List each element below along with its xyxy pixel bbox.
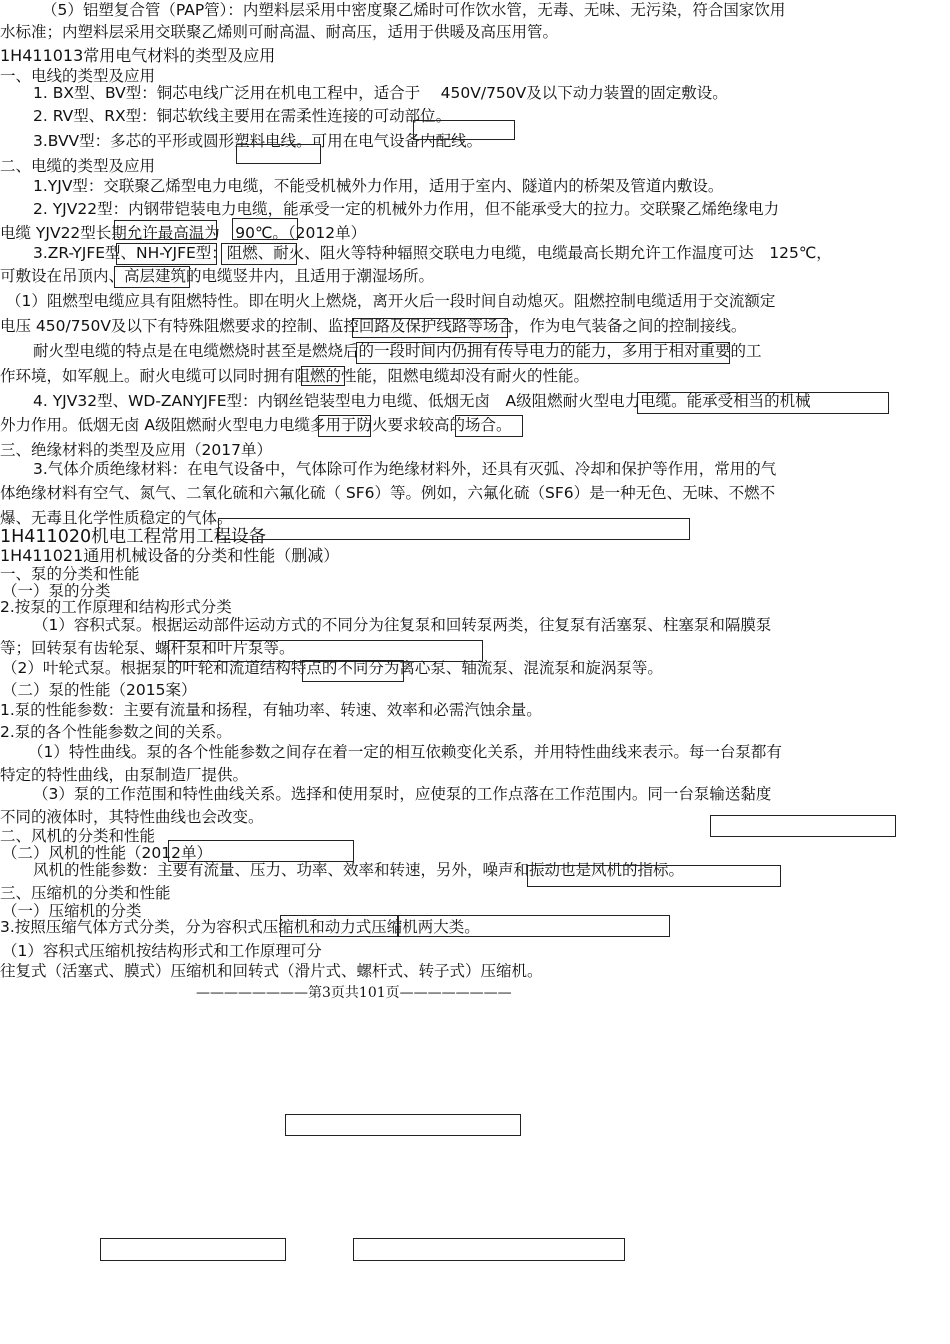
- frame-box: [116, 243, 217, 265]
- text-line: 不同的液体时，其特性曲线也会改变。: [0, 808, 264, 826]
- text-line: 往复式（活塞式、膜式）压缩机和回转式（滑片式、螺杆式、转子式）压缩机。: [0, 962, 543, 980]
- text-line: 2. YJV22型：内钢带铠装电力电缆，能承受一定的机械外力作用，但不能承受大的拉力。交联聚乙烯绝缘电力: [33, 200, 780, 218]
- frame-box: [236, 144, 321, 164]
- frame-box: [285, 1114, 521, 1136]
- text-line: 耐火型电缆的特点是在电缆燃烧时甚至是燃烧后的一段时间内仍拥有传导电力的能力，多用于相对重要的工: [33, 342, 762, 360]
- text-line: 电压 450/750V及以下有特殊阻燃要求的控制、监控回路及保护线路等场合，作为电气装备之间的控制接线。: [0, 317, 747, 335]
- text-line: 特定的特性曲线，由泵制造厂提供。: [0, 766, 249, 784]
- frame-box: [353, 1238, 625, 1261]
- text-line: 1.YJV型：交联聚乙烯型电力电缆，不能受机械外力作用，适用于室内、隧道内的桥架及管道内敷设。: [33, 177, 724, 195]
- text-line: 电缆 YJV22型长期允许最高温为 90℃。（2012单）: [0, 224, 367, 242]
- chapter-heading: 1H411020机电工程常用工程设备: [0, 527, 267, 547]
- frame-box: [301, 366, 345, 386]
- frame-box: [356, 342, 730, 364]
- text-line: 3.气体介质绝缘材料：在电气设备中，气体除可作为绝缘材料外，还具有灭弧、冷却和保护等作用，常用的气: [33, 460, 777, 478]
- section-heading: 二、电缆的类型及应用: [0, 157, 156, 175]
- frame-box: [168, 840, 354, 862]
- frame-box: [318, 415, 371, 437]
- subsection-heading: （一）压缩机的分类: [2, 902, 142, 920]
- text-line: 爆、无毒且化学性质稳定的气体。: [0, 509, 233, 527]
- text-line: 2. RV型、RX型：铜芯软线主要用在需柔性连接的可动部位。: [33, 107, 452, 125]
- section-heading: 三、压缩机的分类和性能: [0, 884, 171, 902]
- frame-box: [218, 518, 690, 540]
- text-line: （1）特性曲线。泵的各个性能参数之间存在着一定的相互依赖变化关系，并用特性曲线来表示。每一台泵都有: [28, 743, 782, 761]
- subsection-heading: （一）泵的分类: [2, 582, 111, 600]
- text-line: 作环境，如军舰上。耐火电缆可以同时拥有阻燃的性能，阻燃电缆却没有耐火的性能。: [0, 367, 590, 385]
- frame-box: [114, 220, 217, 240]
- text-line: 体绝缘材料有空气、氮气、二氧化硫和六氟化硫（ SF6）等。例如，六氟化硫（SF6）是一种无色、无味、不燃不: [0, 484, 776, 502]
- section-heading: 一、电线的类型及应用: [0, 67, 156, 85]
- section-heading: 一、泵的分类和性能: [0, 565, 140, 583]
- text-line: 1. BX型、BV型：铜芯电线广泛用在机电工程中，适合于 450V/750V及以下动力装置的固定敷设。: [33, 84, 728, 102]
- frame-box: [221, 243, 297, 265]
- frame-box: [637, 392, 889, 414]
- text-line: （1）容积式压缩机按结构形式和工作原理可分: [2, 942, 322, 960]
- frame-box: [398, 915, 670, 937]
- frame-box: [168, 640, 483, 662]
- text-line: 2.泵的各个性能参数之间的关系。: [0, 723, 232, 741]
- section-heading: 二、风机的分类和性能: [0, 827, 156, 845]
- frame-box: [280, 915, 398, 937]
- frame-box: [455, 415, 523, 437]
- frame-box: [352, 318, 508, 338]
- section-heading: 三、绝缘材料的类型及应用（2017单）: [0, 441, 272, 459]
- text-line: （2）叶轮式泵。根据泵的叶轮和流道结构特点的不同分为离心泵、轴流泵、混流泵和旋涡泵等。: [2, 659, 663, 677]
- text-line: 3.ZR-YJFE型、NH-YJFE型：阻燃、耐火、阻火等特种辐照交联电力电缆，电缆最高长期允许工作温度可达 125℃，: [33, 244, 832, 262]
- text-line: （5）铝塑复合管（PAP管）：内塑料层采用中密度聚乙烯时可作饮水管，无毒、无味、无污染，符合国家饮用: [42, 1, 786, 19]
- text-line: （1）阻燃型电缆应具有阻燃特性。即在明火上燃烧，离开火后一段时间自动熄灭。阻燃控制电缆适用于交流额定: [6, 292, 776, 310]
- text-line: 等；回转泵有齿轮泵、螺杆泵和叶片泵等。: [0, 639, 295, 657]
- text-line: 水标准；内塑料层采用交联聚乙烯则可耐高温、耐高压，适用于供暖及高压用管。: [0, 23, 559, 41]
- text-line: （1）容积式泵。根据运动部件运动方式的不同分为往复泵和回转泵两类，往复泵有活塞泵、柱塞泵和隔膜泵: [33, 616, 772, 634]
- text-line: 4. YJV32型、WD-ZANYJFE型：内钢丝铠装型电力电缆、低烟无卤 A级阻燃耐火型电力电缆。能承受相当的机械: [33, 392, 811, 410]
- frame-box: [232, 218, 298, 240]
- text-line: 外力作用。低烟无卤 A级阻燃耐火型电力电缆多用于防火要求较高的场合。: [0, 416, 512, 434]
- frame-box: [302, 660, 404, 682]
- text-line: 风机的性能参数：主要有流量、压力、功率、效率和转速，另外，噪声和振动也是风机的指标。: [33, 861, 685, 879]
- frame-box: [527, 865, 781, 887]
- frame-box: [413, 120, 515, 140]
- section-heading: 1H411013常用电气材料的类型及应用: [0, 46, 276, 65]
- text-line: 3.BVV型：多芯的平形或圆形塑料电线。可用在电气设备内配线。: [33, 132, 483, 150]
- text-line: （3）泵的工作范围和特性曲线关系。选择和使用泵时，应使泵的工作点落在工作范围内。同一台泵输送黏度: [33, 785, 772, 803]
- text-line: 可敷设在吊顶内、高层建筑的电缆竖井内，且适用于潮湿场所。: [0, 267, 435, 285]
- frame-box: [710, 815, 896, 837]
- page-footer: ————————第3页共101页————————: [196, 985, 512, 1001]
- subsection-heading: （二）风机的性能（2012单）: [2, 844, 212, 862]
- subsection-heading: （二）泵的性能（2015案）: [2, 681, 197, 699]
- frame-box: [100, 1238, 286, 1261]
- frame-box: [114, 266, 190, 288]
- section-heading: 1H411021通用机械设备的分类和性能（删减）: [0, 546, 340, 565]
- subsection-heading: 2.按泵的工作原理和结构形式分类: [0, 598, 232, 616]
- text-line: 3.按照压缩气体方式分类，分为容积式压缩机和动力式压缩机两大类。: [0, 918, 480, 936]
- text-line: 1.泵的性能参数：主要有流量和扬程，有轴功率、转速、效率和必需汽蚀余量。: [0, 701, 542, 719]
